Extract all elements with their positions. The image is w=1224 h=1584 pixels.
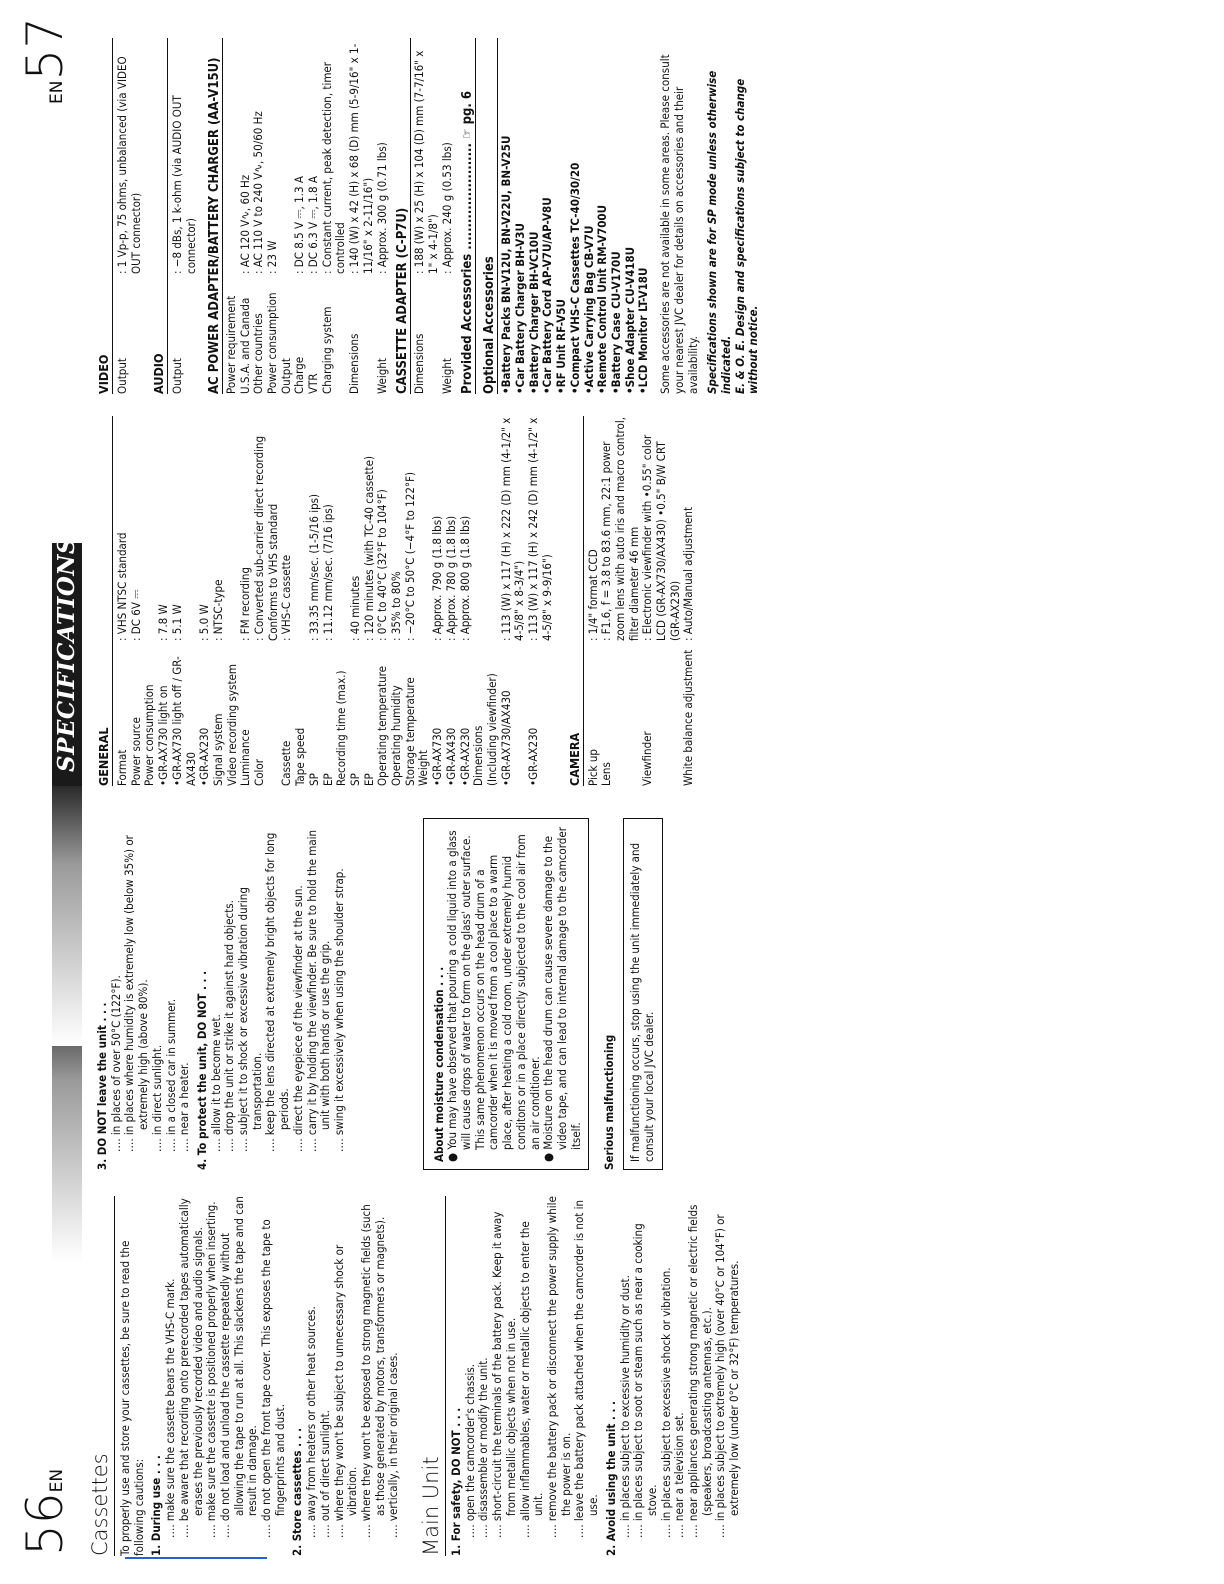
spec-row <box>116 38 143 394</box>
spec-value: : 11.12 mm/sec. (7/16 ips) <box>320 504 335 641</box>
spec-key: Storage temperature <box>402 677 417 786</box>
spec-key: Operating humidity <box>389 685 404 786</box>
list-item: …. short-circuit the terminals of the battery pack. Keep it away from metallic objects when not in use. <box>490 1211 518 1538</box>
spec-key: •GR-AX730 <box>430 727 445 786</box>
spec-key: •GR-AX230 <box>197 727 212 786</box>
list-item: …. drop the unit or strike it against hard objects. <box>222 900 237 1152</box>
list-item-text: make sure the cassette bears the VHS-C mark. <box>163 1278 178 1522</box>
list-item-text: do not load and unload the cassette repeatedly without allowing the tape to run at all. This slackens the tape and can result in damage. <box>217 1196 260 1522</box>
spec-key: •GR-AX730/AX430 <box>498 690 513 786</box>
spec-row <box>294 416 308 786</box>
list-item-text: where they won't be exposed to strong magnetic fields (such as those generated by motors, transformers or magnets). <box>358 1204 387 1522</box>
spec-key: Other countries <box>251 313 266 394</box>
list-item: …. make sure the cassette is positioned properly when inserting. <box>204 1201 219 1538</box>
spec-row <box>527 416 554 786</box>
moisture-text: Moisture on the head drum can cause severe damage to the video tape, and can lead to internal damage to the camcorder itself. <box>541 827 583 1150</box>
list-item-text: leave the battery pack attached when the camcorder is not in use. <box>572 1199 601 1522</box>
spec-value: : VHS-C cassette <box>279 554 294 641</box>
optional-accessory-item: •Shoe Adapter CU-V418U <box>622 246 637 394</box>
list-item-text: drop the unit or strike it against hard objects. <box>222 900 237 1136</box>
list-item-text: subject it to shock or excessive vibration during transportation. <box>236 887 264 1136</box>
spec-value <box>486 416 500 641</box>
cautions-column-2 <box>92 818 669 1170</box>
spec-key: Dimensions <box>471 725 486 786</box>
spec-value: : DC 6.3 V ⎓, 1.8 A <box>306 176 321 274</box>
spec-key: Dimensions <box>412 333 427 394</box>
spec-key: •GR-AX230 <box>457 727 472 786</box>
spec-value: : AC 110 V to 240 V∿, 50/60 Hz <box>251 111 266 274</box>
cassettes-intro: To properly use and store your cassettes, be sure to read the following cautions: <box>118 1240 146 1556</box>
spec-key: Luminance <box>238 729 253 786</box>
list-item: …. do not load and unload the cassette repeatedly without allowing the tape to run at all. This slackens the tape and can result in damage. <box>217 1196 260 1538</box>
spec-value: : 35% to 80% <box>389 571 404 641</box>
list-item: …. in places of over 50°C (122°F). <box>108 975 123 1152</box>
spec-key: Color <box>252 758 267 786</box>
list-item-text: allow it to become wet. <box>208 1014 223 1136</box>
list-item-text: remove the battery pack or disconnect the power supply while the power is on. <box>544 1196 573 1522</box>
moisture-title: About moisture condensation . . . <box>431 966 446 1162</box>
list-item-text: near a heater. <box>177 1062 192 1136</box>
spec-value: : NTSC-type <box>210 579 225 641</box>
spec-row <box>459 416 473 786</box>
list-item-text: where they won't be subject to unnecessary shock or vibration. <box>331 1244 360 1522</box>
list-item-text: swing it excessively when using the shoulder strap. <box>331 868 346 1136</box>
list-item: …. carry it by holding the viewfinder. Be sure to hold the main unit with both hands or use the grip. <box>304 829 333 1152</box>
spec-row <box>441 38 455 394</box>
list-item: …. do not open the front tape cover. This exposes the tape to fingerprints and dust. <box>259 1219 287 1538</box>
spec-value: : 7.8 W <box>156 604 171 641</box>
spec-value: : 188 (W) x 25 (H) x 104 (D) mm (7-7/16" x 1" x 4-1/8") <box>412 50 440 274</box>
spec-value: : 5.0 W <box>197 604 212 641</box>
spec-value: : AC 120 V∿, 60 Hz <box>237 174 252 274</box>
spec-value: : 113 (W) x 117 (H) x 222 (D) mm (4-1/2" x 4-5/8" x 8-3/4") <box>498 417 527 641</box>
spec-value: : Approx. 800 g (1.8 lbs) <box>457 515 472 641</box>
spec-row <box>198 416 212 786</box>
spec-key: Dimensions <box>347 333 362 394</box>
cassette-adapter-rows <box>413 38 454 394</box>
page-number-56 <box>16 1468 74 1556</box>
list-item: …. vertically, in their original cases. <box>386 1352 401 1538</box>
spec-value: : 5.1 W <box>169 604 184 641</box>
safety-title: 1. For safety, DO NOT . . . <box>449 1407 464 1556</box>
optional-accessory-item: •Battery Charger BH-VC10U <box>526 231 541 394</box>
footer-note-2: E. & O. E. Design and specifications subject to change without notice. <box>732 78 761 394</box>
spec-value <box>417 416 431 641</box>
spec-row <box>225 38 239 394</box>
spec-key: Charging system <box>319 306 334 394</box>
list-item: …. open the camcorder's chassis. <box>462 1363 477 1538</box>
list-item-text: in places subject to excessive shock or vibration. <box>658 1267 673 1522</box>
optional-accessory-item: •Remote Control Unit RM-V700U <box>595 204 610 394</box>
spec-row <box>431 416 445 786</box>
list-item-text: in a closed car in summer. <box>163 998 178 1136</box>
page-suffix: EN <box>47 1468 67 1493</box>
spec-key: Output <box>170 358 185 394</box>
serious-text: If malfunctioning occurs, stop using the unit immediately and consult your local JVC dealer. <box>628 842 656 1162</box>
spec-row <box>417 416 431 786</box>
list-item-text: open the camcorder's chassis. <box>462 1363 477 1522</box>
list-item-text: near appliances generating strong magnetic or electric fields (speakers, broadcasting antennas, etc.). <box>686 1204 714 1522</box>
spec-row <box>472 416 486 786</box>
spec-row <box>212 416 226 786</box>
spec-row <box>349 416 363 786</box>
spec-row <box>390 416 404 786</box>
list-item: …. near a television set. <box>672 1412 687 1538</box>
list-item: …. in places subject to excessive shock or vibration. <box>658 1267 673 1538</box>
spec-value: : Constant current, peak detection, timer controlled <box>319 61 348 274</box>
spec-value: : Auto/Manual adjustment <box>681 506 696 641</box>
spec-value: : 0°C to 40°C (32°F to 104°F) <box>375 489 390 641</box>
spec-row <box>587 416 601 786</box>
spec-row <box>253 416 267 786</box>
moisture-text: You may have observed that pouring a cold liquid into a glass will cause drops of water to form on the glass' outer surface. This same phenomenon occurs on the head drum of a camcorder when it is moved from a cool place to a warm place, after heating a cold room, under extremely humid conditons or in a place directly subjected to the cool air from an air conditioner. <box>445 830 542 1150</box>
spec-value: : Approx. 790 g (1.8 lbs) <box>430 515 445 641</box>
list-item: …. allow inflammables, water or metallic objects to enter the unit. <box>517 1221 546 1538</box>
list-item-text: carry it by holding the viewfinder. Be sure to hold the main unit with both hands or use the grip. <box>304 829 333 1136</box>
spec-value: : DC 8.5 V ⎓, 1.3 A <box>292 176 307 274</box>
spec-key: Lens <box>599 762 614 786</box>
list-item: …. where they won't be exposed to strong magnetic fields (such as those generated by motors, transformers or magnets). <box>358 1204 387 1538</box>
spec-row <box>267 416 281 786</box>
list-item: …. make sure the cassette bears the VHS-C mark. <box>163 1278 178 1538</box>
list-item: …. in places subject to extremely high (over 40°C or 104°F) or extremely low (under 0°C or 32°F) temperatures. <box>713 1214 742 1538</box>
list-item: …. keep the lens directed at extremely bright objects for long periods. <box>263 832 292 1152</box>
page-number-57 <box>16 16 74 104</box>
optional-accessory-item: •Compact VHS-C Cassettes TC-40/30/20 <box>567 162 582 394</box>
avoid-title: 2. Avoid using the unit . . . <box>603 1401 618 1556</box>
list-item-text: be aware that recording onto prerecorded tapes automatically erases the previously recorded video and audio signals. <box>176 1198 205 1522</box>
page-prefix: EN <box>47 80 67 104</box>
ac-rows <box>225 38 389 394</box>
optional-accessory-item: •RF Unit RF-V5U <box>554 299 569 394</box>
spec-row <box>239 38 253 394</box>
list-item: …. out of direct sunlight. <box>317 1410 332 1538</box>
spec-key: Cassette <box>279 740 294 786</box>
list-item: …. direct the eyepiece of the viewfinder at the sun. <box>290 885 305 1152</box>
spec-value: : 33.35 mm/sec. (1-5/16 ips) <box>306 493 321 641</box>
list-item: …. where they won't be subject to unnecessary shock or vibration. <box>331 1244 360 1538</box>
video-heading: VIDEO <box>96 38 113 394</box>
specifications-banner: SPECIFICATIONS <box>52 543 82 786</box>
spec-row <box>363 416 377 786</box>
spec-row <box>500 416 527 786</box>
spec-value: : −20°C to 50°C (−4°F to 122°F) <box>402 471 417 641</box>
spec-row <box>348 38 375 394</box>
cassette-adapter-heading: CASSETTE ADAPTER (C-P7U) <box>395 38 411 394</box>
spec-row <box>413 38 440 394</box>
spec-value <box>472 416 486 641</box>
list-item-text: vertically, in their original cases. <box>386 1352 401 1522</box>
spec-value: : 140 (W) x 42 (H) x 68 (D) mm (5-9/16" x 1-11/16" x 2-11/16") <box>347 43 375 274</box>
spec-key: Operating temperature <box>375 665 390 786</box>
spec-key: VTR <box>306 373 321 394</box>
specs-column-2 <box>92 38 761 394</box>
list-item-text: out of direct sunlight. <box>317 1410 332 1522</box>
list-item: …. swing it excessively when using the shoulder strap. <box>331 868 346 1152</box>
spec-row <box>143 416 157 786</box>
camera-rows <box>587 416 697 786</box>
spec-row <box>239 416 253 786</box>
spec-key: U.S.A. and Canada <box>237 297 252 394</box>
spec-key: White balance adjustment <box>681 649 696 786</box>
spec-value: : 40 minutes <box>347 575 362 641</box>
store-title: 2. Store cassettes . . . <box>290 1427 305 1556</box>
list-item: …. in places where humidity is extremely low (below 35%) or extremely high (above 80%). <box>122 835 151 1152</box>
audio-heading: AUDIO <box>151 38 168 394</box>
spec-value: : VHS NTSC standard <box>115 532 129 641</box>
camera-heading: CAMERA <box>567 416 584 786</box>
list-item-text: make sure the cassette is positioned properly when inserting. <box>204 1201 219 1522</box>
spec-value: : 120 minutes (with TC-40 cassette) <box>361 456 376 641</box>
spec-key: Charge <box>292 356 307 394</box>
spec-value: : Approx. 240 g (0.53 lbs) <box>439 142 454 274</box>
spec-key: EP <box>361 773 376 786</box>
spec-row <box>600 416 641 786</box>
protect-title: 4. To protect the unit, DO NOT . . . <box>194 970 209 1170</box>
optional-accessory-item: •Battery Case CU-V170U <box>608 251 623 394</box>
cassettes-heading: Cassettes <box>88 1196 115 1556</box>
spec-key: Output <box>115 358 129 394</box>
spec-key: Tape speed <box>293 727 308 786</box>
spec-key: SP <box>347 773 362 786</box>
spec-key: Viewfinder <box>640 731 655 786</box>
availability-note: Some accessories are not available in some areas. Please consult your nearest JVC dealer for details on accessories and their availability. <box>658 54 700 394</box>
list-item: …. in places subject to excessive humidity or dust. <box>617 1275 632 1538</box>
spec-value: : FM recording <box>238 567 253 641</box>
list-item: …. in direct sunlight. <box>149 1044 164 1152</box>
spec-value <box>294 416 308 641</box>
spec-row <box>308 416 322 786</box>
page-57 <box>0 14 1224 794</box>
spec-key: Video recording system <box>224 664 239 786</box>
spec-key <box>267 641 281 786</box>
list-item-text: disassemble or modify the unit. <box>476 1357 491 1522</box>
page-number-text: 57 <box>16 16 74 81</box>
specs-column-1 <box>92 416 696 786</box>
list-item: …. leave the battery pack attached when the camcorder is not in use. <box>572 1199 601 1538</box>
spec-key: Signal system <box>210 713 225 786</box>
spec-value: : Electronic viewfinder with •0.55" color LCD (GR-AX730/AX430) •0.5" B/W CRT (GR-AX230) <box>640 434 682 641</box>
spec-row <box>266 38 280 394</box>
list-item-text: do not open the front tape cover. This exposes the tape to fingerprints and dust. <box>259 1219 287 1522</box>
spec-key: Pick up <box>585 749 600 786</box>
leave-title: 3. DO NOT leave the unit . . . <box>95 1002 109 1170</box>
spec-value <box>335 416 349 641</box>
list-item: …. away from heaters or other heat sources. <box>304 1306 319 1538</box>
list-item-text: short-circuit the terminals of the battery pack. Keep it away from metallic objects when not in use. <box>490 1211 518 1522</box>
spec-value <box>226 416 240 641</box>
list-item-text: keep the lens directed at extremely bright objects for long periods. <box>263 832 292 1136</box>
spec-key: Power consumption <box>142 684 157 786</box>
list-item-text: in places subject to extremely high (over 40°C or 104°F) or extremely low (under 0°C or 32°F) temperatures. <box>713 1214 742 1522</box>
spec-value: : Converted sub-carrier direct recording <box>252 435 267 641</box>
list-item-text: away from heaters or other heat sources. <box>304 1306 319 1522</box>
list-item-text: in direct sunlight. <box>149 1044 164 1136</box>
general-heading: GENERAL <box>96 416 113 786</box>
main-unit-heading: Main Unit <box>419 1196 446 1556</box>
spec-key: Recording time (max.) <box>334 670 349 786</box>
spec-value: : 113 (W) x 117 (H) x 242 (D) mm (4-1/2" x 4-5/8" x 9-9/16") <box>526 417 554 641</box>
list-item-text: in places where humidity is extremely low (below 35%) or extremely high (above 80%). <box>122 835 151 1136</box>
moisture-box <box>423 818 590 1170</box>
spec-value: : 23 W <box>264 240 279 274</box>
list-item-text: in places subject to excessive humidity or dust. <box>617 1275 632 1522</box>
moisture-bullet: ● You may have observed that pouring a cold liquid into a glass will cause drops of water to form on the glass' outer surface. This same phenomenon occurs on the head drum of a camcorder when it is moved from a cool place to a warm place, after heating a cold room, under extremely humid conditons or in a place directly subjected to the cool air from an air conditioner. <box>445 830 542 1162</box>
spec-value <box>225 38 239 274</box>
spec-row <box>322 416 336 786</box>
spec-key: Weight <box>416 750 431 786</box>
list-item: …. near appliances generating strong magnetic or electric fields (speakers, broadcasting antennas, etc.). <box>686 1204 714 1538</box>
optional-accessory-item: •LCD Monitor LT-V18U <box>636 267 651 394</box>
list-item: …. subject it to shock or excessive vibration during transportation. <box>236 887 264 1152</box>
list-item-text: allow inflammables, water or metallic objects to enter the unit. <box>517 1221 546 1522</box>
spec-row <box>321 38 348 394</box>
spec-key: EP <box>320 773 335 786</box>
optional-heading: Optional Accessories <box>482 38 498 394</box>
spec-row <box>130 416 144 786</box>
optional-accessory-item: •Battery Packs BN-V12U, BN-V22U, BN-V25U <box>499 135 514 394</box>
spec-value: : 1 Vp-p, 75 ohms, unbalanced (via VIDEO OUT connector) <box>115 56 143 274</box>
list-item: …. be aware that recording onto prerecorded tapes automatically erases the previously recorded video and audio signals. <box>176 1198 205 1538</box>
spec-row <box>376 416 390 786</box>
page-56 <box>0 782 1224 1562</box>
optional-list <box>500 38 651 394</box>
spec-key: Weight <box>439 358 454 394</box>
moisture-bullet: ● Moisture on the head drum can cause severe damage to the video tape, and can lead to internal damage to the camcorder itself. <box>541 827 583 1162</box>
spec-row <box>293 38 307 394</box>
spec-value <box>143 416 157 641</box>
spec-row <box>252 38 266 394</box>
list-item: …. in places subject to soot or steam such as near a cooking stove. <box>631 1223 659 1538</box>
spec-key: SP <box>306 773 321 786</box>
spec-key: Weight <box>374 358 389 394</box>
list-item-text: near a television set. <box>672 1412 687 1522</box>
list-item-text: direct the eyepiece of the viewfinder at the sun. <box>290 885 305 1136</box>
optional-accessory-item: •Active Carrying Bag CB-V7U <box>581 225 596 394</box>
spec-key: •GR-AX430 <box>443 727 458 786</box>
spec-key: •GR-AX230 <box>526 727 541 786</box>
spec-key: (Including viewfinder) <box>484 673 499 786</box>
spec-key: •GR-AX730 light on <box>156 685 171 786</box>
list-item-text: in places subject to soot or steam such as near a cooking stove. <box>631 1223 659 1522</box>
spec-value: : DC 6V ⎓ <box>128 589 143 641</box>
list-item: …. disassemble or modify the unit. <box>476 1357 491 1538</box>
spec-key: •GR-AX730 light off / GR-AX430 <box>169 656 198 786</box>
footer-note-1: Specifications shown are for SP mode unless otherwise indicated. <box>705 70 733 394</box>
ac-adapter-heading: AC POWER ADAPTER/BATTERY CHARGER (AA-V15U) <box>207 38 223 394</box>
spec-value: : 1/4" format CCD <box>585 549 600 641</box>
serious-box <box>623 818 662 1170</box>
spec-value: : Approx. 300 g (0.71 lbs) <box>374 142 389 274</box>
page-number-text: 56 <box>16 1492 74 1556</box>
list-item: …. in a closed car in summer. <box>163 998 178 1152</box>
spec-key: Power source <box>128 717 143 786</box>
spec-row <box>641 416 682 786</box>
spec-row <box>280 416 294 786</box>
spec-row <box>404 416 418 786</box>
spec-row <box>486 416 500 786</box>
spec-row <box>376 38 390 394</box>
list-item: …. near a heater. <box>177 1062 192 1152</box>
spec-row <box>171 416 198 786</box>
spec-row <box>171 38 198 394</box>
spec-key: Power consumption <box>264 292 279 394</box>
spec-key: Format <box>115 749 129 786</box>
list-item-text: in places of over 50°C (122°F). <box>108 975 123 1136</box>
spec-row <box>307 38 321 394</box>
provided-accessories: Provided Accessories ........................ ☞ pg. 6 <box>460 38 476 394</box>
list-item: …. allow it to become wet. <box>208 1014 223 1152</box>
video-rows <box>116 38 143 394</box>
spec-key: Output <box>278 358 293 394</box>
spec-value <box>280 38 294 274</box>
spec-row <box>445 416 459 786</box>
spec-row <box>116 416 130 786</box>
general-rows <box>116 416 555 786</box>
spec-row <box>682 416 696 786</box>
optional-accessory-item: •Car Battery Cord AP-V7U/AP-V8U <box>540 197 555 394</box>
spec-value: Conforms to VHS standard <box>265 503 280 641</box>
spec-value: : Approx. 780 g (1.8 lbs) <box>443 515 458 641</box>
scan-edge-mark <box>125 1557 267 1559</box>
spec-row <box>226 416 240 786</box>
spec-row <box>335 416 349 786</box>
during-use-title: 1. During use . . . <box>149 1455 164 1556</box>
cautions-banner: (cont.) <box>52 789 82 1002</box>
list-item: …. remove the battery pack or disconnect the power supply while the power is on. <box>544 1196 573 1538</box>
spec-row <box>280 38 294 394</box>
optional-accessory-item: •Car Battery Charger BH-V3U <box>513 223 528 394</box>
spec-key: Power requirement <box>223 295 238 394</box>
spec-row <box>157 416 171 786</box>
serious-title: Serious malfunctioning <box>602 1034 617 1170</box>
spec-value: : F1.6, f = 3.8 to 83.6 mm, 22:1 power zoom lens with auto iris and macro control, filter diameter 46 mm <box>599 417 641 641</box>
cassettes-column <box>80 1196 742 1556</box>
audio-rows <box>171 38 198 394</box>
spec-value: : −8 dBs, 1 k-ohm (via AUDIO OUT connector) <box>170 95 199 274</box>
